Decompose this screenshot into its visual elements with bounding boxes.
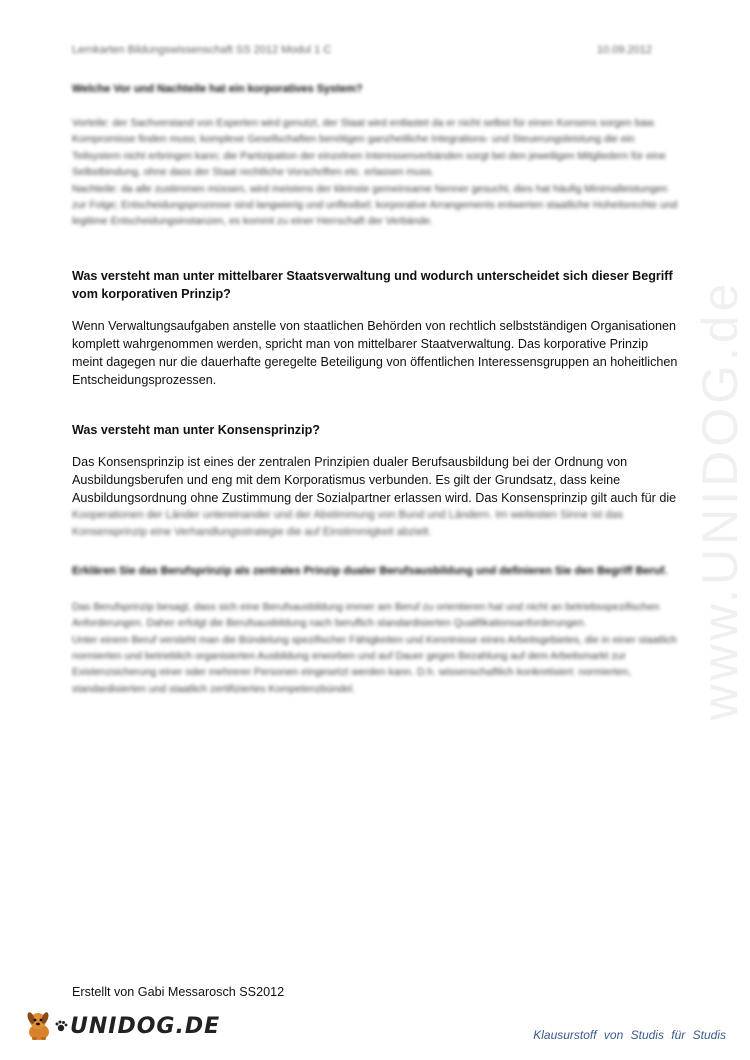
answer-disadvantages: Nachteile: da alle zustimmen müssen, wird meistens der kleinste gemeinsame Nenner gesucht, dies hat häufig Minimalleistungen zur Folge; Entscheidungsprozesse sind langwierig und unflexibel; korporative Arrangements entwerten staatliche Hoheitsrechte und legitime Entscheidungsinstanzen, es kommt zu einer Herrschaft der Verbände. [72, 183, 678, 228]
watermark-text: www.UNIDOG.de [692, 279, 748, 721]
page-header [72, 44, 652, 56]
logo-text: UNIDOG.DE [70, 1013, 221, 1039]
answer-advantages: Vorteile: der Sachverstand von Experten wird genutzt, der Staat wird entlastet da er nicht selbst für einen Konsens sorgen baw. Kompromisse finden muss; komplexe Gesellschaften benötigen ganzheitliche Integrations- und Steuerungsleistung die ein Teilsystem nicht erbringen kann; die Partizipation der einzelnen Interessenverbänden sorgt bei den jeweiligen Mitgliedern für eine Selbstbindung, ohne dass der Staat rechtliche Vorschriften etc. erlassen muss. [72, 118, 666, 179]
header-title: Lernkarten Bildungswissenschaft SS 2012 Modul 1 C [72, 44, 332, 56]
unidog-logo [24, 1010, 220, 1042]
question-heading: Was versteht man unter Konsensprinzip? [72, 422, 320, 437]
answer-definition-principle: Das Berufsprinzip besagt, dass sich eine Berufsausbildung immer am Beruf zu orientieren hat und nicht an betriebsspezifischen Anforderungen. Daher erfolgt die Berufsausbildung nach beruflich standardisierten Qualifikationsanforderungen. [72, 601, 660, 630]
answer-paragraph [72, 116, 680, 231]
document-content [72, 72, 680, 698]
dog-mascot-icon [24, 1010, 54, 1042]
paw-icon [54, 1019, 68, 1033]
author-credit: Erstellt von Gabi Messarosch SS2012 [72, 985, 285, 999]
question-heading: Was versteht man unter mittelbarer Staatsverwaltung und wodurch unterscheidet sich dieser Begriff vom korporativen Prinzip? [72, 268, 673, 301]
answer-definition-beruf: Unter einem Beruf versteht man die Bündelung spezifischer Fähigkeiten und Kenntnisse eines Arbeitsgebietes, die in einer staatlich normierten und betrieblich organisierten Ausbildung erworben und auf Dauer gegen Bezahlung auf dem Arbeitsmarkt zur Existenzsicherung einer oder mehrerer Personen eingesetzt werden kann. D.h. wissenschaftlich konkretisiert: normierten, standardisierten und staatlich zertifiziertes Kompetenzbündel. [72, 634, 677, 695]
answer-paragraph: Wenn Verwaltungsaufgaben anstelle von staatlichen Behörden von rechtlich selbstständigen Organisationen komplett wahrgenommen werden, spricht man von mittelbarer Staatverwaltung. Das korporative Prinzip meint dagegen nur die dauerhafte geregelte Beteiligung von öffentlichen Interessensgruppen an hoheitlichen Entscheidungsprozessen. [72, 318, 678, 387]
slogan-text: Klausurstoff von Studis für Studis [533, 1028, 726, 1042]
answer-paragraph [72, 453, 680, 541]
answer-blurred-text: Kooperationen der Länder untereinander und der Abstimmung von Bund und Ländern. Im weitesten Sinne ist das Konsensprinzip eine Verhandlungsstrategie die auf Einstimmigkeit abzielt. [72, 508, 623, 538]
question-heading: Welche Vor und Nachteile hat ein korporatives System? [72, 83, 363, 95]
header-date: 10.09.2012 [596, 44, 652, 56]
question-heading: Erklären Sie das Berufsprinzip als zentrales Prinzip dualer Berufsausbildung und definieren Sie den Begriff Beruf. [72, 564, 668, 577]
answer-paragraph [72, 600, 680, 698]
answer-visible-text: Das Konsensprinzip ist eines der zentralen Prinzipien dualer Berufsausbildung bei der Ordnung von Ausbildungsberufen und eng mit dem Korporatismus verbunden. Es gilt der Grundsatz, dass keine Ausbildungsordnung ohne Zustimmung der Sozialpartner erlassen wird. Das Konsensprinzip gilt auch für die [72, 454, 677, 505]
